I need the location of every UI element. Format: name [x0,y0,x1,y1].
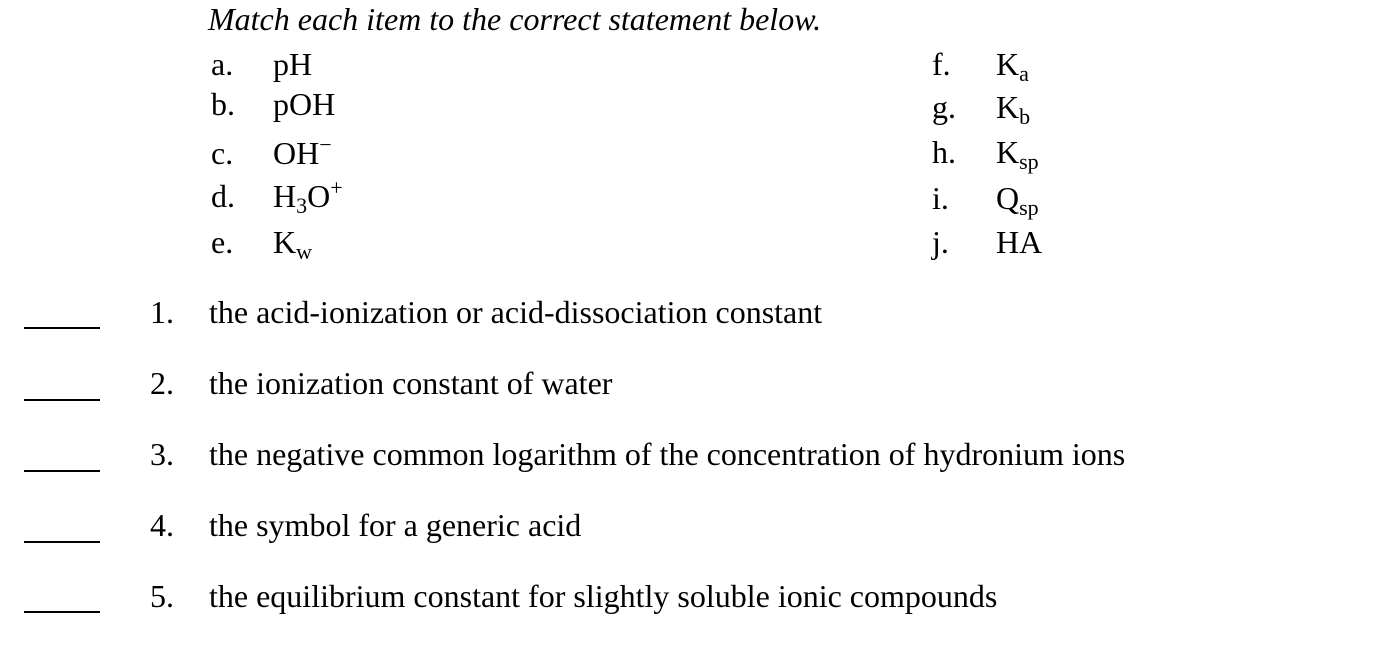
answer-blank-2[interactable] [24,399,100,401]
term-symbol: pH [273,46,313,82]
term-letter: a. [211,46,234,82]
term-letter: b. [211,86,235,122]
term-symbol: Kw [273,224,312,264]
term-letter: g. [932,89,956,125]
statement-text: the acid-ionization or acid-dissociation constant [209,294,823,330]
statement-number: 2. [150,365,174,401]
term-symbol: OH− [273,132,332,171]
answer-blank-4[interactable] [24,541,100,543]
term-letter: j. [932,224,949,260]
statement-text: the ionization constant of water [209,365,613,401]
answer-blank-3[interactable] [24,470,100,472]
term-letter: c. [211,135,234,171]
term-symbol: Kb [996,89,1031,129]
term-letter: e. [211,224,234,260]
answer-blank-5[interactable] [24,611,100,613]
term-letter: d. [211,178,235,214]
term-letter: i. [932,180,949,216]
statement-number: 5. [150,578,174,614]
statement-number: 1. [150,294,174,330]
term-symbol: HA [996,224,1043,260]
statement-text: the negative common logarithm of the concentration of hydronium ions [209,436,1126,472]
term-symbol: Ka [996,46,1029,86]
term-letter: h. [932,134,956,170]
term-symbol: pOH [273,86,336,122]
statement-text: the equilibrium constant for slightly soluble ionic compounds [209,578,998,614]
statement-text: the symbol for a generic acid [209,507,582,543]
term-letter: f. [932,46,951,82]
answer-blank-1[interactable] [24,327,100,329]
term-symbol: Qsp [996,180,1039,220]
instruction-text: Match each item to the correct statement below. [208,1,822,37]
statement-number: 4. [150,507,174,543]
statement-number: 3. [150,436,174,472]
term-symbol: Ksp [996,134,1039,174]
term-symbol: H3O+ [273,175,343,218]
